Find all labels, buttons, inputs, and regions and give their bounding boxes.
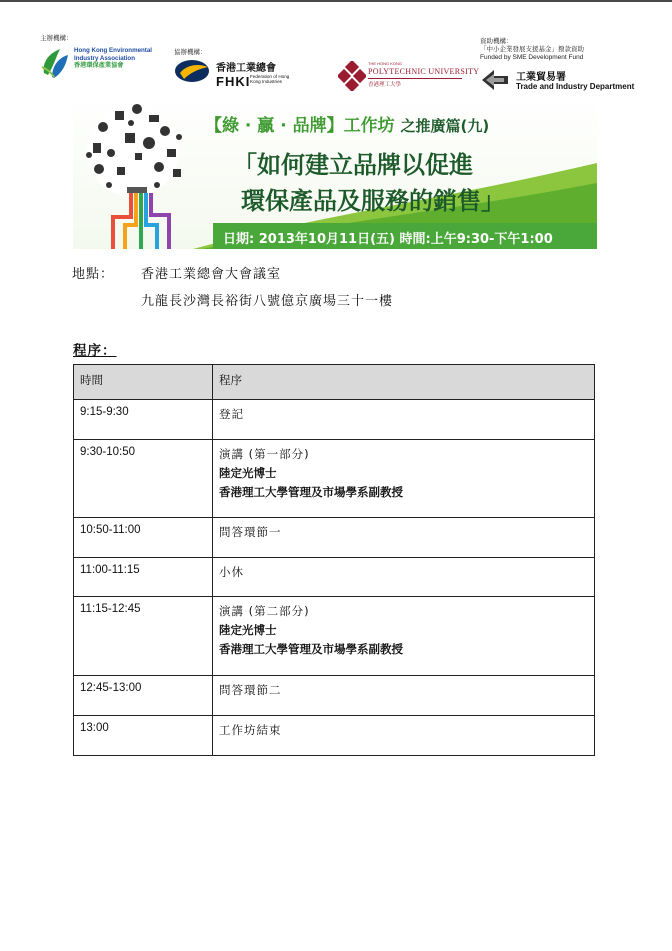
- venue-line-2: 九龍長沙灣長裕街八號億京廣場三十一樓: [141, 294, 394, 309]
- table-row: [74, 716, 595, 756]
- row-item: [213, 597, 595, 676]
- table-header-row: [74, 365, 595, 400]
- co-organizer-logo: [174, 47, 304, 93]
- header-time: 時間: [74, 365, 213, 400]
- row-item-text: 問答環節二: [219, 683, 282, 697]
- workshop-banner: [73, 97, 597, 249]
- organizer-logo: [40, 33, 170, 93]
- tid-emblem-icon: [480, 68, 510, 92]
- table-row: [74, 440, 595, 518]
- funding-caption: 資助機構：: [480, 38, 513, 45]
- banner-date-time: 日期: 2013年10月11日(五) 時間:上午9:30-下午1:00: [223, 232, 553, 247]
- table-row: [74, 597, 595, 676]
- table-row: [74, 400, 595, 440]
- fhki-cn: 香港工業總會: [216, 63, 276, 74]
- funding-caption-block: [480, 38, 584, 63]
- row-speaker-title: 香港理工大學管理及市場學系副教授: [219, 642, 403, 656]
- top-border: [0, 0, 672, 2]
- row-time: 10:50-11:00: [74, 518, 213, 558]
- hkeia-en-1: Hong Kong Environmental: [74, 47, 153, 54]
- banner-title-suffix: 之推廣篇(九): [400, 117, 490, 135]
- program-table: [73, 364, 595, 756]
- program-heading: 程序：: [73, 343, 117, 359]
- funding-logo: [480, 38, 650, 96]
- hkeia-en-2: Industry Association: [74, 54, 135, 62]
- table-row: [74, 518, 595, 558]
- fhki-en: FHKI: [216, 74, 251, 89]
- venue-label: 地點：: [72, 267, 115, 282]
- organizer-caption: 主辦機構：: [40, 35, 73, 42]
- row-time: 9:30-10:50: [74, 440, 213, 518]
- polyu-en: POLYTECHNIC UNIVERSITY: [368, 67, 480, 76]
- table-row: [74, 676, 595, 716]
- row-item: [213, 440, 595, 518]
- table-row: [74, 558, 595, 597]
- hkeia-cn: 香港環保產業協會: [74, 62, 124, 70]
- row-item: [213, 400, 595, 440]
- hkeia-leaf-icon: [40, 43, 70, 79]
- row-time: 13:00: [74, 716, 213, 756]
- sme-fund-en: Funded by SME Development Fund: [480, 54, 584, 62]
- row-item-text: 工作坊結束: [219, 723, 282, 737]
- banner-title: [205, 111, 489, 136]
- row-item: [213, 676, 595, 716]
- co-organizer-caption: 協辦機構：: [174, 49, 207, 56]
- fhki-emblem-icon: [174, 57, 214, 83]
- row-item-text: 問答環節一: [219, 525, 282, 539]
- sme-fund-cn: 「中小企業發展支援基金」撥款資助: [480, 46, 584, 54]
- banner-subtitle-2: 環保產品及服務的銷售」: [241, 187, 505, 215]
- row-speaker: 陸定光博士: [219, 466, 277, 480]
- polyu-emblem-icon: [338, 61, 366, 91]
- row-item-text: 演講 (第二部分): [219, 604, 310, 618]
- banner-subtitle-1: 「如何建立品牌以促進: [233, 151, 473, 179]
- venue-line-1: 香港工業總會大會議室: [141, 267, 282, 282]
- row-item: [213, 518, 595, 558]
- row-time: 11:00-11:15: [74, 558, 213, 597]
- tid-en: Trade and Industry Department: [516, 82, 635, 91]
- icon-tree-illustration: [73, 97, 213, 249]
- row-time: 12:45-13:00: [74, 676, 213, 716]
- polyu-tiny: THE HONG KONG: [368, 61, 403, 66]
- row-time: 9:15-9:30: [74, 400, 213, 440]
- row-item-text: 小休: [219, 565, 244, 579]
- header-item: 程序: [213, 365, 595, 400]
- polyu-divider: [368, 78, 462, 79]
- row-time: 11:15-12:45: [74, 597, 213, 676]
- row-speaker: 陸定光博士: [219, 623, 277, 637]
- tid-cn: 工業貿易署: [516, 72, 566, 83]
- row-item: [213, 716, 595, 756]
- fhki-sub: Federation of Hong Kong Industries: [250, 74, 290, 85]
- hkeia-name: [74, 47, 152, 70]
- row-item-text: 演講 (第一部分): [219, 447, 310, 461]
- banner-title-main: 【綠 · 贏 · 品牌】工作坊: [205, 116, 395, 136]
- polyu-cn: 香港理工大學: [368, 82, 402, 88]
- row-item: [213, 558, 595, 597]
- polyu-logo: [338, 57, 480, 93]
- row-item-text: 登記: [219, 407, 244, 421]
- row-speaker-title: 香港理工大學管理及市場學系副教授: [219, 485, 403, 499]
